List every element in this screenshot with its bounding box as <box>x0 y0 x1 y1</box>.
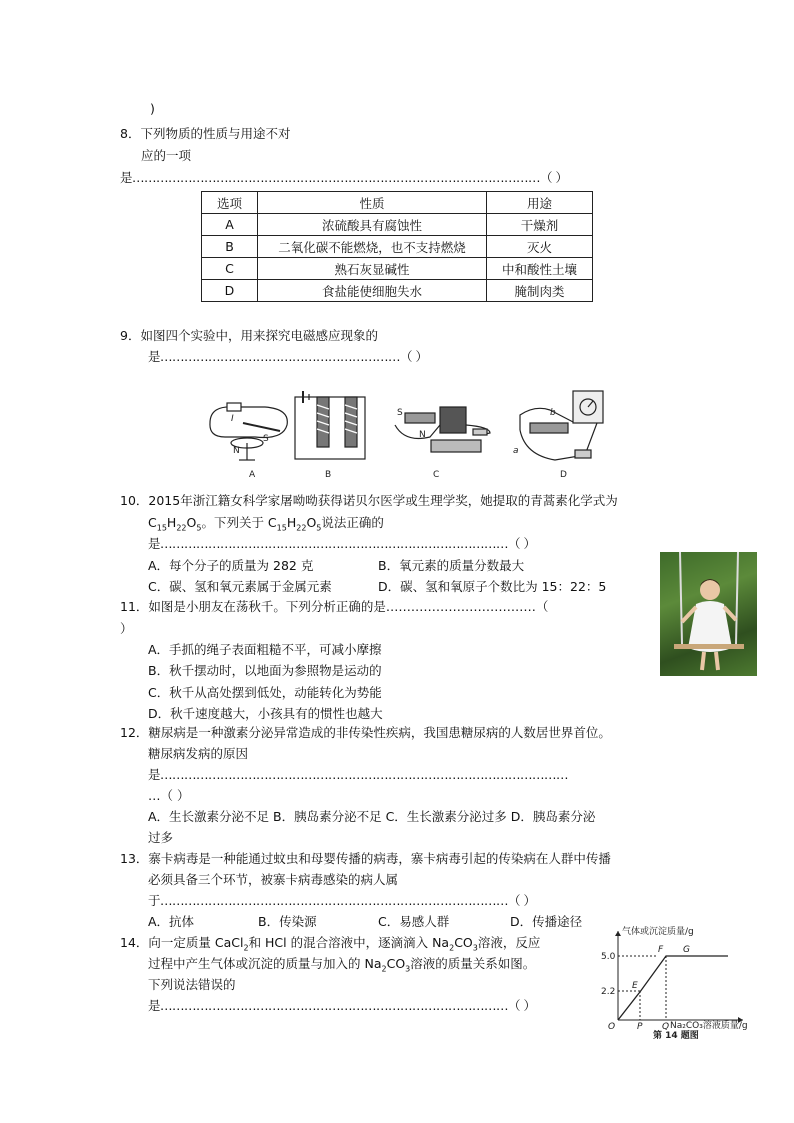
svg-text:S: S <box>263 434 269 444</box>
svg-text:S: S <box>397 408 403 418</box>
q10-option-b: B．氧元素的质量分数最大 <box>378 558 525 573</box>
table-header: 用途 <box>487 192 593 214</box>
q12-options: A．生长激素分泌不足 B．胰岛素分泌不足 C．生长激素分泌过多 D．胰岛素分泌 <box>148 809 596 824</box>
experiment-c-diagram <box>395 407 490 452</box>
q11-option-d: D．秋千速度越大，小孩具有的惯性也越大 <box>148 706 383 721</box>
q11-stem-line2: ） <box>120 621 133 636</box>
chart-caption: 第 14 题图 <box>653 1031 699 1040</box>
q11-option-a: A．手抓的绳子表面粗糙不平，可减小摩擦 <box>148 642 382 657</box>
point-label-e: E <box>632 981 638 991</box>
point-label-q: Q <box>662 1022 670 1032</box>
q12-options-tail: 过多 <box>148 830 174 845</box>
q13-stem-line3: 于……………………………………………………………………………（ ） <box>148 893 536 908</box>
q14-stem-line3: 下列说法错误的 <box>148 977 236 992</box>
table-cell: 干燥剂 <box>487 214 593 236</box>
q8-stem-line1: 8．下列物质的性质与用途不对 <box>120 126 291 141</box>
table-row <box>202 258 593 280</box>
table-cell: 熟石灰显碱性 <box>258 258 487 280</box>
q8-stem-line3: 是…………………………………………………………………………………………（ ） <box>120 170 568 185</box>
q10-option-c: C．碳、氢和氧元素属于金属元素 <box>148 579 332 594</box>
table-row <box>202 214 593 236</box>
svg-text:a: a <box>513 446 519 456</box>
point-label-f: F <box>658 945 664 955</box>
q12-stem-line1: 12．糖尿病是一种激素分泌异常造成的非传染性疾病，我国患糖尿病的人数居世界首位。 <box>120 725 611 740</box>
q13-option-c: C．易感人群 <box>378 914 450 929</box>
table-cell: B <box>202 236 258 258</box>
table-header-row <box>202 192 593 214</box>
y-axis-label: 气体或沉淀质量/g <box>622 927 694 937</box>
q9-experiment-figures <box>205 385 610 480</box>
q14-stem-line1: 14．向一定质量 CaCl$_2$和 HCl 的混合溶液中，逐滴滴入 $Na_2CO_3$溶液，反应 <box>120 935 541 953</box>
table-cell: D <box>202 280 258 302</box>
q10-option-d: D．碳、氢和氧原子个数比为 15：22：5 <box>378 579 607 594</box>
q10-stem-line2: $C_{15}H_{22}O_5$。下列关于 $C_{15}H_{22}O_5$说法正确的 <box>148 515 384 533</box>
figure-label-b: B <box>325 470 332 480</box>
q13-option-a: A．抗体 <box>148 914 195 929</box>
svg-text:b: b <box>550 408 556 418</box>
experiment-d-diagram <box>513 391 603 460</box>
q11-stem-line1: 11．如图是小朋友在荡秋千。下列分析正确的是………………………………（ <box>120 599 549 614</box>
q10-option-a: A．每个分子的质量为 282 克 <box>148 558 314 573</box>
svg-text:N: N <box>233 446 240 456</box>
q13-stem-line1: 13．寨卡病毒是一种能通过蚊虫和母婴传播的病毒，寨卡病毒引起的传染病在人群中传播 <box>120 851 611 866</box>
table-cell: 食盐能使细胞失水 <box>258 280 487 302</box>
point-label-o: O <box>608 1022 616 1032</box>
child-on-swing-photo <box>660 552 757 676</box>
table-header: 选项 <box>202 192 258 214</box>
table-header: 性质 <box>258 192 487 214</box>
table-cell: 浓硫酸具有腐蚀性 <box>258 214 487 236</box>
table-cell: A <box>202 214 258 236</box>
y-tick-label: 2.2 <box>601 987 616 997</box>
figure-label-c: C <box>433 470 440 480</box>
q13-option-b: B．传染源 <box>258 914 317 929</box>
q14-chart <box>598 925 748 1040</box>
figure-label-d: D <box>560 470 567 480</box>
x-axis-label: Na₂CO₃溶液质量/g <box>670 1021 748 1031</box>
q11-option-c: C．秋千从高处摆到低处，动能转化为势能 <box>148 685 382 700</box>
y-axis-arrow <box>615 931 621 936</box>
q10-stem-line1: 10．2015年浙江籍女科学家屠呦呦获得诺贝尔医学或生理学奖，她提取的青蒿素化学式为 <box>120 493 618 508</box>
q9-stem-line1: 9．如图四个实验中，用来探究电磁感应现象的 <box>120 328 378 343</box>
q7-closing-paren: ) <box>150 101 155 116</box>
point-label-p: P <box>637 1022 643 1032</box>
q8-options-table <box>201 191 593 302</box>
q13-stem-line2: 必须具备三个环节，被寨卡病毒感染的病人属 <box>148 872 399 887</box>
svg-text:I: I <box>231 414 234 424</box>
table-cell: 腌制肉类 <box>487 280 593 302</box>
q9-stem-line2: 是……………………………………………………（ ） <box>148 349 428 364</box>
q10-stem-line3: 是……………………………………………………………………………（ ） <box>148 536 536 551</box>
q14-stem-line4: 是……………………………………………………………………………（ ） <box>148 998 536 1013</box>
table-row <box>202 236 593 258</box>
experiment-b-diagram <box>295 391 365 459</box>
table-cell: 二氧化碳不能燃烧，也不支持燃烧 <box>258 236 487 258</box>
table-cell: C <box>202 258 258 280</box>
table-cell: 中和酸性土壤 <box>487 258 593 280</box>
experiment-a-diagram <box>210 403 287 460</box>
point-label-g: G <box>683 945 690 955</box>
q14-stem-line2: 过程中产生气体或沉淀的质量与加入的 $Na_2CO_3$溶液的质量关系如图。 <box>148 956 536 974</box>
table-cell: 灭火 <box>487 236 593 258</box>
figure-label-a: A <box>249 470 256 480</box>
y-tick-label: 5.0 <box>601 952 616 962</box>
q8-stem-line2: 应的一项 <box>141 148 192 163</box>
svg-text:N: N <box>419 430 426 440</box>
q12-stem-line4: …（ ） <box>148 788 190 803</box>
q11-option-b: B．秋千摆动时，以地面为参照物是运动的 <box>148 663 382 678</box>
q13-option-d: D．传播途径 <box>510 914 583 929</box>
q12-stem-line3: 是………………………………………………………………………………………… <box>148 767 569 782</box>
table-row <box>202 280 593 302</box>
q12-stem-line2: 糖尿病发病的原因 <box>148 746 249 761</box>
